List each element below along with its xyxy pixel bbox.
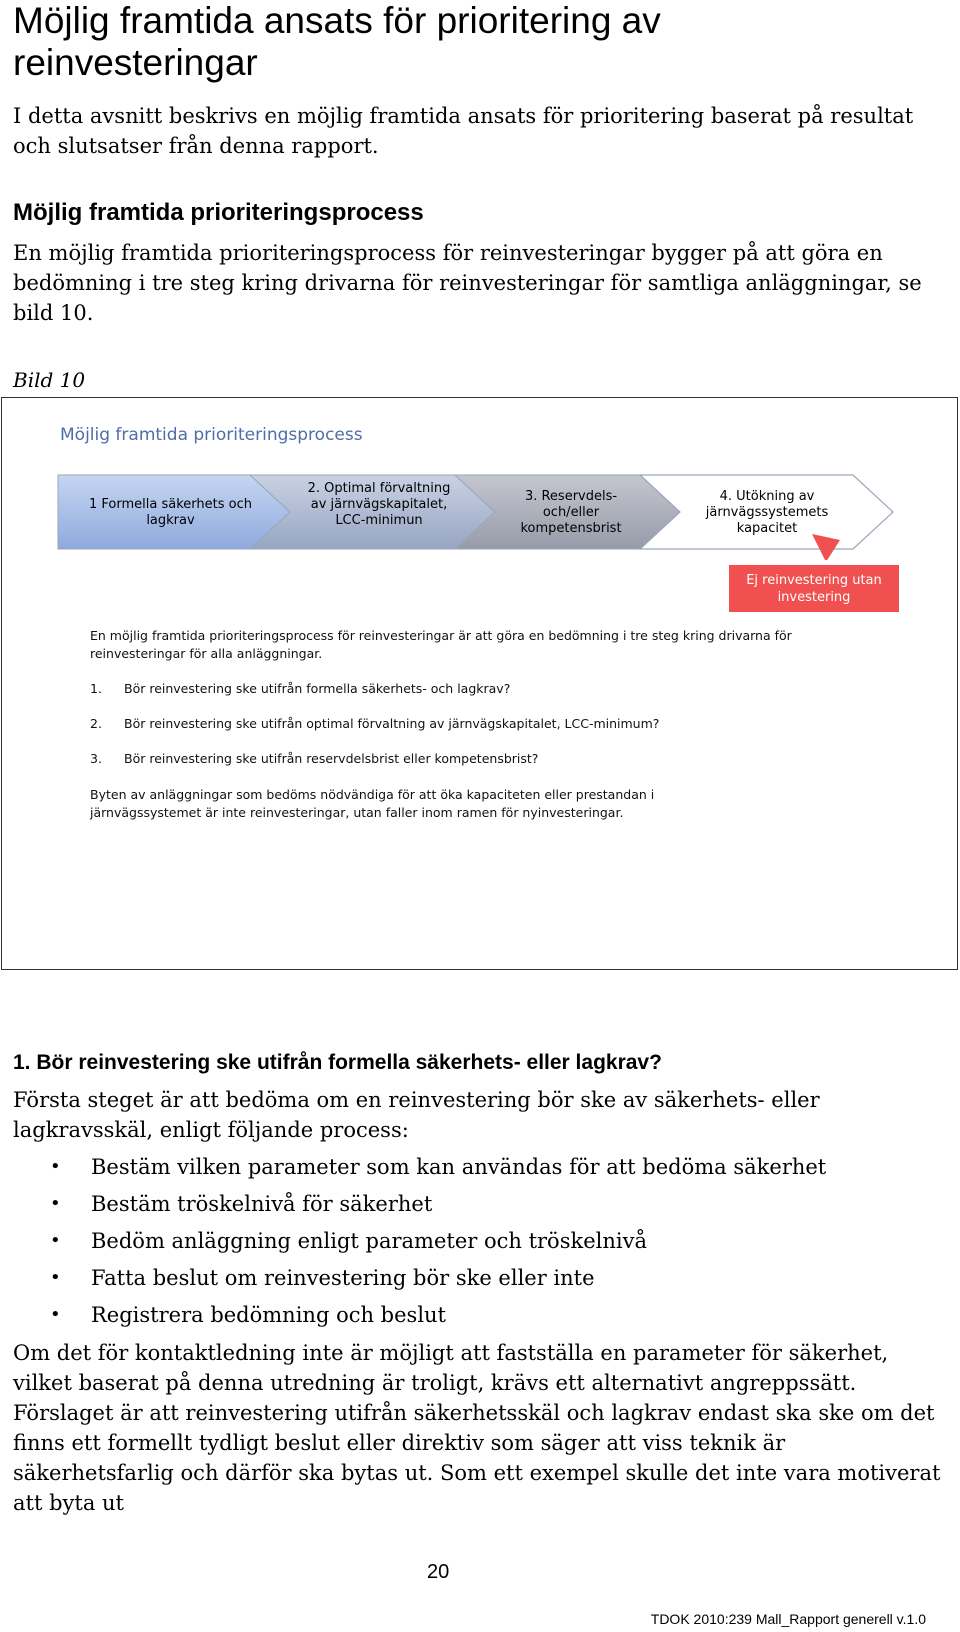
question-text: Bör reinvestering ske utifrån formella säkerhets- och lagkrav? bbox=[124, 681, 511, 696]
list-item: • Bestäm tröskelnivå för säkerhet bbox=[50, 1189, 826, 1226]
no-reinvestment-label: Ej reinvestering utan investering bbox=[746, 572, 882, 605]
section-heading: 1. Bör reinvestering ske utifrån formella säkerhets- eller lagkrav? bbox=[13, 1051, 662, 1074]
step-2-label: 2. Optimal förvaltning av järnvägskapitalet, LCC-minimun bbox=[307, 481, 451, 528]
question-text: Bör reinvestering ske utifrån reservdelsbrist eller kompetensbrist? bbox=[124, 751, 539, 766]
paragraph-alternative-approach: Om det för kontaktledning inte är möjligt att fastställa en parameter för säkerhet, vilket baserat på denna utredning är troligt, krävs ett alternativt angreppssätt. Förslaget är att reinvestering utifrån säkerhetsskäl och lagkrav endast ska ske om det finns ett formellt tydligt beslut eller direktiv som säger att viss teknik är säkerhetsfarlig och därför ska bytas ut. Som ett exempel skulle det inte vara motiverat att byta ut bbox=[13, 1341, 941, 1515]
list-item: • Fatta beslut om reinvestering bör ske eller inte bbox=[50, 1263, 826, 1300]
subheading: Möjlig framtida prioriteringsprocess bbox=[13, 199, 424, 226]
question-number: 3. bbox=[90, 751, 102, 766]
step-1-label: 1 Formella säkerhets och lagkrav bbox=[89, 497, 252, 528]
figure-question-3 bbox=[90, 750, 810, 768]
step-3-label: 3. Reservdels-och/eller kompetensbrist bbox=[520, 489, 622, 536]
process-bullet-list bbox=[50, 1152, 826, 1337]
step-4-label: 4. Utökning av järnvägssystemets kapacitet bbox=[705, 489, 829, 536]
page-heading: Möjlig framtida ansats för prioritering av reinvesteringar bbox=[13, 0, 661, 83]
no-reinvestment-box bbox=[729, 565, 899, 612]
question-text: Bör reinvestering ske utifrån optimal förvaltning av järnvägskapitalet, LCC-minimum? bbox=[124, 716, 660, 731]
page-number: 20 bbox=[427, 1561, 450, 1583]
intro-paragraph: I detta avsnitt beskrivs en möjlig framtida ansats för prioritering baserat på resultat och slutsatser från denna rapport. bbox=[13, 104, 914, 158]
list-item: • Registrera bedömning och beslut bbox=[50, 1300, 826, 1337]
figure-question-2 bbox=[90, 715, 810, 733]
figure-question-1 bbox=[90, 680, 810, 698]
figure-title: Möjlig framtida prioriteringsprocess bbox=[60, 425, 363, 445]
figure-closing-text: Byten av anläggningar som bedöms nödvändiga för att öka kapaciteten eller prestandan i järnvägssystemet är inte reinvesteringar, utan faller inom ramen för nyinvesteringar. bbox=[90, 787, 655, 820]
question-number: 2. bbox=[90, 716, 102, 731]
list-item: • Bestäm vilken parameter som kan användas för att bedöma säkerhet bbox=[50, 1152, 826, 1189]
document-footer: TDOK 2010:239 Mall_Rapport generell v.1.0 bbox=[650, 1611, 926, 1627]
question-number: 1. bbox=[90, 681, 102, 696]
figure-body-text: En möjlig framtida prioriteringsprocess för reinvesteringar är att göra en bedömning i tre steg kring drivarna för reinvesteringar för alla anläggningar. bbox=[90, 628, 792, 661]
figure-caption: Bild 10 bbox=[13, 368, 86, 392]
paragraph-first-step: Första steget är att bedöma om en reinvestering bör ske av säkerhets- eller lagkravsskäl, enligt följande process: bbox=[13, 1088, 820, 1142]
paragraph-process: En möjlig framtida prioriteringsprocess för reinvesteringar bygger på att göra en bedömning i tre steg kring drivarna för reinvesteringar för samtliga anläggningar, se bild 10. bbox=[13, 241, 922, 325]
list-item: • Bedöm anläggning enligt parameter och tröskelnivå bbox=[50, 1226, 826, 1263]
